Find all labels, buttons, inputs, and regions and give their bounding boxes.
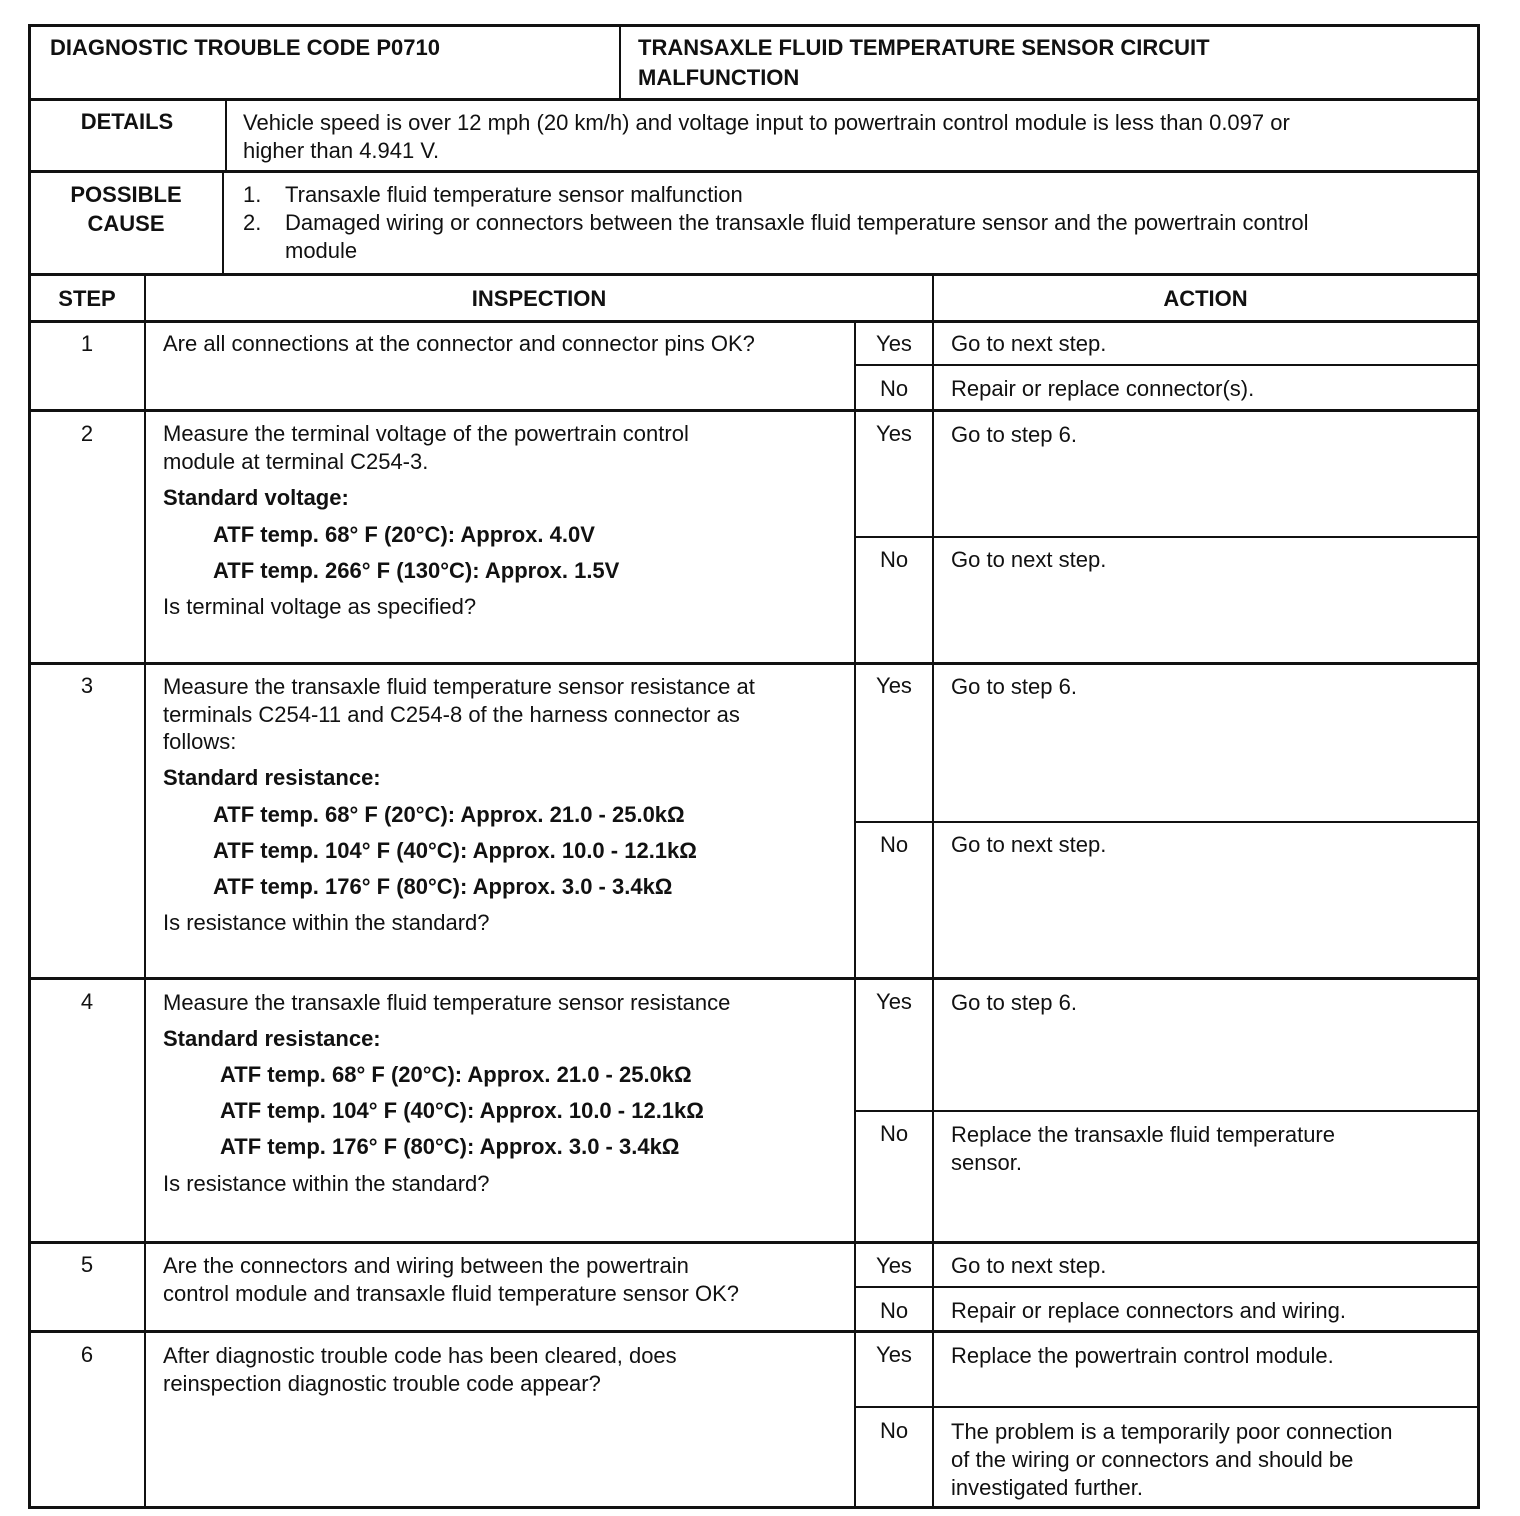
possible-cause-label: POSSIBLE bbox=[70, 182, 182, 207]
inspection-text: control module and transaxle fluid temperature sensor OK? bbox=[163, 1281, 739, 1306]
inspection-text: module at terminal C254-3. bbox=[163, 449, 429, 474]
inspection-text: follows: bbox=[163, 729, 237, 754]
cause-text: Transaxle fluid temperature sensor malfunction bbox=[285, 182, 743, 207]
answer-no: No bbox=[879, 547, 909, 572]
answer-yes: Yes bbox=[876, 331, 912, 356]
divider bbox=[854, 1406, 1480, 1408]
divider bbox=[854, 1286, 1480, 1288]
action-text: Repair or replace connectors and wiring. bbox=[951, 1298, 1346, 1323]
details-label: DETAILS bbox=[80, 109, 174, 134]
divider bbox=[28, 320, 1480, 323]
border-top bbox=[28, 24, 1480, 27]
action-text: Replace the transaxle fluid temperature bbox=[951, 1122, 1335, 1147]
divider bbox=[854, 821, 1480, 823]
inspection-text: Are the connectors and wiring between the powertrain bbox=[163, 1253, 689, 1278]
step-number: 3 bbox=[80, 673, 94, 698]
action-text: of the wiring or connectors and should be bbox=[951, 1447, 1354, 1472]
action-text: Go to next step. bbox=[951, 832, 1107, 857]
step-number: 2 bbox=[80, 421, 94, 446]
action-text: Go to step 6. bbox=[951, 990, 1077, 1015]
divider bbox=[28, 1330, 1480, 1333]
cause-text: module bbox=[285, 238, 358, 263]
divider bbox=[854, 536, 1480, 538]
divider bbox=[854, 364, 1480, 366]
possible-cause-label: CAUSE bbox=[87, 211, 165, 236]
divider bbox=[225, 98, 227, 172]
action-text: Go to step 6. bbox=[951, 674, 1077, 699]
action-text: The problem is a temporarily poor connection bbox=[951, 1419, 1393, 1444]
answer-no: No bbox=[879, 1121, 909, 1146]
border-bottom bbox=[28, 1506, 1480, 1509]
divider bbox=[619, 24, 621, 100]
inspection-text: After diagnostic trouble code has been cleared, does bbox=[163, 1343, 677, 1368]
details-text: Vehicle speed is over 12 mph (20 km/h) and voltage input to powertrain control module is less than 0.097 or bbox=[243, 110, 1290, 135]
divider bbox=[28, 662, 1480, 665]
step-number: 6 bbox=[80, 1342, 94, 1367]
action-text: Repair or replace connector(s). bbox=[951, 376, 1255, 401]
answer-yes: Yes bbox=[876, 1253, 912, 1278]
spec-value: ATF temp. 176° F (80°C): Approx. 3.0 - 3.4kΩ bbox=[213, 874, 673, 899]
divider bbox=[28, 409, 1480, 412]
dtc-title-line: TRANSAXLE FLUID TEMPERATURE SENSOR CIRCUIT bbox=[638, 35, 1210, 60]
inspection-question: Is resistance within the standard? bbox=[163, 910, 490, 935]
answer-no: No bbox=[879, 832, 909, 857]
divider bbox=[28, 977, 1480, 980]
spec-value: ATF temp. 68° F (20°C): Approx. 21.0 - 25.0kΩ bbox=[220, 1062, 692, 1087]
inspection-text: Measure the terminal voltage of the powertrain control bbox=[163, 421, 689, 446]
answer-yes: Yes bbox=[876, 673, 912, 698]
answer-yes: Yes bbox=[876, 1342, 912, 1367]
step-number: 4 bbox=[80, 989, 94, 1014]
divider bbox=[28, 170, 1480, 173]
action-text: Replace the powertrain control module. bbox=[951, 1343, 1334, 1368]
inspection-question: Is resistance within the standard? bbox=[163, 1171, 490, 1196]
divider bbox=[28, 1241, 1480, 1244]
action-text: Go to step 6. bbox=[951, 422, 1077, 447]
action-text: investigated further. bbox=[951, 1475, 1144, 1500]
divider bbox=[28, 273, 1480, 276]
answer-no: No bbox=[879, 1298, 909, 1323]
column-header-step: STEP bbox=[58, 286, 116, 311]
spec-value: ATF temp. 104° F (40°C): Approx. 10.0 - 12.1kΩ bbox=[220, 1098, 704, 1123]
inspection-text: Measure the transaxle fluid temperature sensor resistance at bbox=[163, 674, 755, 699]
step-number: 1 bbox=[80, 331, 94, 356]
spec-value: ATF temp. 68° F (20°C): Approx. 21.0 - 25.0kΩ bbox=[213, 802, 685, 827]
divider bbox=[854, 1110, 1480, 1112]
spec-label: Standard resistance: bbox=[163, 1026, 381, 1051]
spec-label: Standard resistance: bbox=[163, 765, 381, 790]
divider bbox=[932, 273, 934, 1508]
answer-yes: Yes bbox=[876, 989, 912, 1014]
answer-yes: Yes bbox=[876, 421, 912, 446]
dtc-code-label: DIAGNOSTIC TROUBLE CODE P0710 bbox=[50, 35, 440, 60]
inspection-text: reinspection diagnostic trouble code appear? bbox=[163, 1371, 601, 1396]
details-text: higher than 4.941 V. bbox=[243, 138, 440, 163]
inspection-text: Measure the transaxle fluid temperature sensor resistance bbox=[163, 990, 731, 1015]
column-header-inspection: INSPECTION bbox=[471, 286, 607, 311]
step-number: 5 bbox=[80, 1252, 94, 1277]
divider bbox=[144, 273, 146, 1508]
spec-value: ATF temp. 104° F (40°C): Approx. 10.0 - 12.1kΩ bbox=[213, 838, 697, 863]
cause-number: 2. bbox=[243, 210, 262, 235]
inspection-question: Is terminal voltage as specified? bbox=[163, 594, 477, 619]
dtc-title-line: MALFUNCTION bbox=[638, 65, 800, 90]
spec-value: ATF temp. 68° F (20°C): Approx. 4.0V bbox=[213, 522, 595, 547]
divider bbox=[28, 98, 1480, 101]
action-text: Go to next step. bbox=[951, 547, 1107, 572]
spec-value: ATF temp. 266° F (130°C): Approx. 1.5V bbox=[213, 558, 620, 583]
answer-no: No bbox=[879, 376, 909, 401]
cause-number: 1. bbox=[243, 182, 262, 207]
column-header-action: ACTION bbox=[1163, 286, 1248, 311]
answer-no: No bbox=[879, 1418, 909, 1443]
border-left bbox=[28, 24, 31, 1509]
action-text: sensor. bbox=[951, 1150, 1022, 1175]
action-text: Go to next step. bbox=[951, 331, 1107, 356]
action-text: Go to next step. bbox=[951, 1253, 1107, 1278]
cause-text: Damaged wiring or connectors between the transaxle fluid temperature sensor and the powertrain control bbox=[285, 210, 1309, 235]
spec-value: ATF temp. 176° F (80°C): Approx. 3.0 - 3.4kΩ bbox=[220, 1134, 680, 1159]
spec-label: Standard voltage: bbox=[163, 485, 349, 510]
inspection-text: Are all connections at the connector and connector pins OK? bbox=[163, 331, 755, 356]
divider bbox=[222, 170, 224, 274]
inspection-text: terminals C254-11 and C254-8 of the harness connector as bbox=[163, 702, 740, 727]
